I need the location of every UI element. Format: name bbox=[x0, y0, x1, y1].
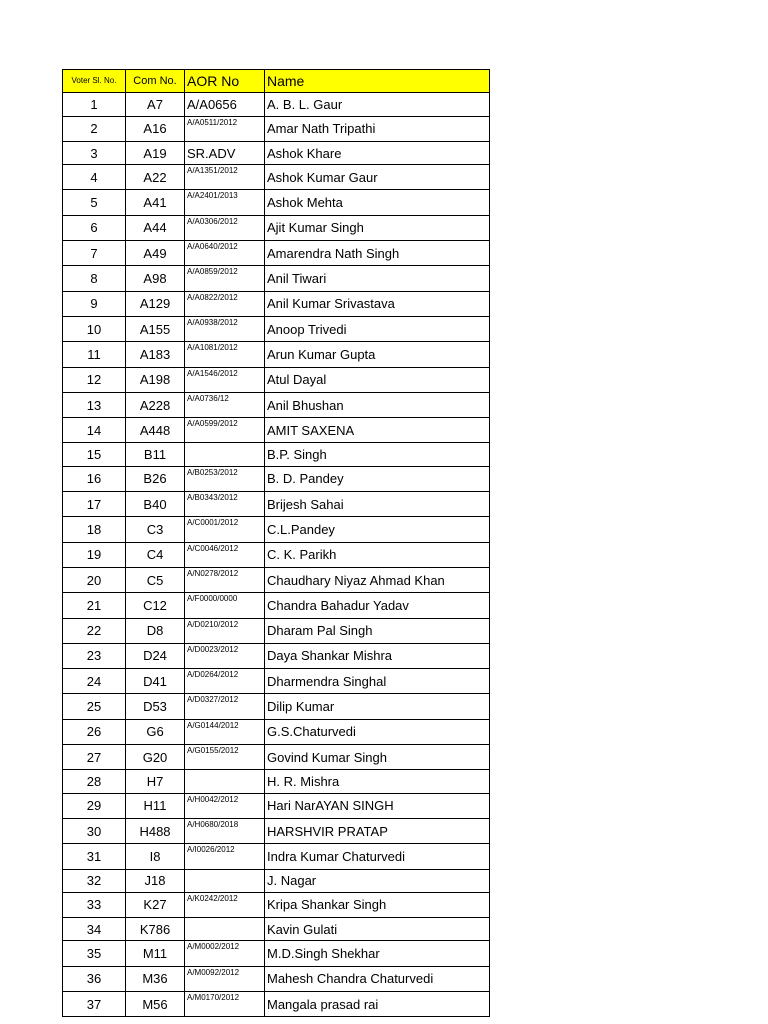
com-no-cell: A129 bbox=[126, 291, 185, 316]
voter-sl-no-cell: 12 bbox=[63, 367, 126, 392]
com-no-cell: D8 bbox=[126, 618, 185, 643]
table-body bbox=[63, 93, 490, 1017]
aor-no-cell: A/H0042/2012 bbox=[185, 793, 265, 818]
voter-sl-no-cell: 24 bbox=[63, 669, 126, 694]
voter-sl-no-cell: 14 bbox=[63, 418, 126, 443]
name-cell: Mahesh Chandra Chaturvedi bbox=[265, 966, 490, 991]
voter-sl-no-cell: 34 bbox=[63, 918, 126, 941]
table-row bbox=[63, 316, 490, 341]
table-row bbox=[63, 367, 490, 392]
aor-no-cell: A/D0023/2012 bbox=[185, 643, 265, 668]
header-voter-sl-no: Voter Sl. No. bbox=[63, 70, 126, 93]
aor-no-cell: A/K0242/2012 bbox=[185, 892, 265, 917]
com-no-cell: B11 bbox=[126, 443, 185, 466]
table-row bbox=[63, 392, 490, 417]
table-row bbox=[63, 593, 490, 618]
name-cell: Mangala prasad rai bbox=[265, 991, 490, 1016]
voter-sl-no-cell: 26 bbox=[63, 719, 126, 744]
voter-sl-no-cell: 7 bbox=[63, 241, 126, 266]
aor-no-cell bbox=[185, 869, 265, 892]
name-cell: HARSHVIR PRATAP bbox=[265, 818, 490, 843]
name-cell: Govind Kumar Singh bbox=[265, 745, 490, 770]
name-cell: AMIT SAXENA bbox=[265, 418, 490, 443]
aor-no-cell: A/A0640/2012 bbox=[185, 241, 265, 266]
aor-no-cell: A/C0001/2012 bbox=[185, 517, 265, 542]
voter-sl-no-cell: 18 bbox=[63, 517, 126, 542]
name-cell: Anoop Trivedi bbox=[265, 316, 490, 341]
name-cell: Atul Dayal bbox=[265, 367, 490, 392]
table-row bbox=[63, 719, 490, 744]
aor-no-cell: A/A1351/2012 bbox=[185, 165, 265, 190]
table-row bbox=[63, 291, 490, 316]
name-cell: H. R. Mishra bbox=[265, 770, 490, 793]
aor-no-cell: A/G0144/2012 bbox=[185, 719, 265, 744]
name-cell: Anil Bhushan bbox=[265, 392, 490, 417]
voter-sl-no-cell: 20 bbox=[63, 567, 126, 592]
com-no-cell: A19 bbox=[126, 141, 185, 164]
name-cell: Ashok Khare bbox=[265, 141, 490, 164]
voter-sl-no-cell: 11 bbox=[63, 342, 126, 367]
com-no-cell: C3 bbox=[126, 517, 185, 542]
com-no-cell: J18 bbox=[126, 869, 185, 892]
table-row bbox=[63, 892, 490, 917]
name-cell: Ashok Kumar Gaur bbox=[265, 165, 490, 190]
table-row bbox=[63, 941, 490, 966]
aor-no-cell: A/A2401/2013 bbox=[185, 190, 265, 215]
com-no-cell: B26 bbox=[126, 466, 185, 491]
table-header-row bbox=[63, 70, 490, 93]
name-cell: Dharam Pal Singh bbox=[265, 618, 490, 643]
name-cell: Daya Shankar Mishra bbox=[265, 643, 490, 668]
voter-sl-no-cell: 25 bbox=[63, 694, 126, 719]
com-no-cell: M56 bbox=[126, 991, 185, 1016]
voter-sl-no-cell: 23 bbox=[63, 643, 126, 668]
table-row bbox=[63, 466, 490, 491]
name-cell: Indra Kumar Chaturvedi bbox=[265, 844, 490, 869]
com-no-cell: A228 bbox=[126, 392, 185, 417]
com-no-cell: A44 bbox=[126, 215, 185, 240]
aor-no-cell: A/A1546/2012 bbox=[185, 367, 265, 392]
table-row bbox=[63, 141, 490, 164]
table-row bbox=[63, 93, 490, 116]
voter-list-table bbox=[62, 69, 490, 1017]
name-cell: Arun Kumar Gupta bbox=[265, 342, 490, 367]
name-cell: Chandra Bahadur Yadav bbox=[265, 593, 490, 618]
table-row bbox=[63, 215, 490, 240]
voter-sl-no-cell: 16 bbox=[63, 466, 126, 491]
voter-sl-no-cell: 10 bbox=[63, 316, 126, 341]
aor-no-cell: A/I0026/2012 bbox=[185, 844, 265, 869]
aor-no-cell: A/A0938/2012 bbox=[185, 316, 265, 341]
voter-sl-no-cell: 3 bbox=[63, 141, 126, 164]
name-cell: Ashok Mehta bbox=[265, 190, 490, 215]
voter-sl-no-cell: 15 bbox=[63, 443, 126, 466]
table-row bbox=[63, 542, 490, 567]
com-no-cell: C12 bbox=[126, 593, 185, 618]
table-row bbox=[63, 918, 490, 941]
name-cell: C.L.Pandey bbox=[265, 517, 490, 542]
name-cell: Ajit Kumar Singh bbox=[265, 215, 490, 240]
name-cell: G.S.Chaturvedi bbox=[265, 719, 490, 744]
table-row bbox=[63, 770, 490, 793]
aor-no-cell: A/A0859/2012 bbox=[185, 266, 265, 291]
name-cell: Amar Nath Tripathi bbox=[265, 116, 490, 141]
voter-sl-no-cell: 6 bbox=[63, 215, 126, 240]
header-com-no: Com No. bbox=[126, 70, 185, 93]
name-cell: Amarendra Nath Singh bbox=[265, 241, 490, 266]
com-no-cell: H488 bbox=[126, 818, 185, 843]
aor-no-cell bbox=[185, 443, 265, 466]
com-no-cell: C5 bbox=[126, 567, 185, 592]
name-cell: Anil Tiwari bbox=[265, 266, 490, 291]
name-cell: C. K. Parikh bbox=[265, 542, 490, 567]
name-cell: B.P. Singh bbox=[265, 443, 490, 466]
com-no-cell: A22 bbox=[126, 165, 185, 190]
com-no-cell: H7 bbox=[126, 770, 185, 793]
voter-sl-no-cell: 1 bbox=[63, 93, 126, 116]
table-row bbox=[63, 991, 490, 1016]
table-row bbox=[63, 342, 490, 367]
aor-no-cell: A/A0822/2012 bbox=[185, 291, 265, 316]
voter-sl-no-cell: 31 bbox=[63, 844, 126, 869]
com-no-cell: A41 bbox=[126, 190, 185, 215]
table-row bbox=[63, 190, 490, 215]
voter-sl-no-cell: 35 bbox=[63, 941, 126, 966]
voter-sl-no-cell: 37 bbox=[63, 991, 126, 1016]
aor-no-cell: A/M0170/2012 bbox=[185, 991, 265, 1016]
voter-sl-no-cell: 5 bbox=[63, 190, 126, 215]
com-no-cell: A198 bbox=[126, 367, 185, 392]
com-no-cell: B40 bbox=[126, 492, 185, 517]
voter-sl-no-cell: 30 bbox=[63, 818, 126, 843]
aor-no-cell: A/D0327/2012 bbox=[185, 694, 265, 719]
table-row bbox=[63, 694, 490, 719]
aor-no-cell: A/F0000/0000 bbox=[185, 593, 265, 618]
table-row bbox=[63, 241, 490, 266]
com-no-cell: G6 bbox=[126, 719, 185, 744]
name-cell: Dilip Kumar bbox=[265, 694, 490, 719]
voter-sl-no-cell: 9 bbox=[63, 291, 126, 316]
voter-sl-no-cell: 32 bbox=[63, 869, 126, 892]
table-row bbox=[63, 492, 490, 517]
table-row bbox=[63, 745, 490, 770]
com-no-cell: M11 bbox=[126, 941, 185, 966]
name-cell: Anil Kumar Srivastava bbox=[265, 291, 490, 316]
voter-sl-no-cell: 33 bbox=[63, 892, 126, 917]
com-no-cell: A98 bbox=[126, 266, 185, 291]
com-no-cell: H11 bbox=[126, 793, 185, 818]
table-row bbox=[63, 165, 490, 190]
table-row bbox=[63, 793, 490, 818]
name-cell: J. Nagar bbox=[265, 869, 490, 892]
name-cell: M.D.Singh Shekhar bbox=[265, 941, 490, 966]
name-cell: Kripa Shankar Singh bbox=[265, 892, 490, 917]
com-no-cell: A7 bbox=[126, 93, 185, 116]
voter-sl-no-cell: 4 bbox=[63, 165, 126, 190]
aor-no-cell: A/B0253/2012 bbox=[185, 466, 265, 491]
voter-sl-no-cell: 29 bbox=[63, 793, 126, 818]
com-no-cell: A16 bbox=[126, 116, 185, 141]
aor-no-cell: A/D0210/2012 bbox=[185, 618, 265, 643]
table-row bbox=[63, 116, 490, 141]
com-no-cell: D53 bbox=[126, 694, 185, 719]
aor-no-cell bbox=[185, 770, 265, 793]
voter-sl-no-cell: 17 bbox=[63, 492, 126, 517]
table-row bbox=[63, 266, 490, 291]
name-cell: B. D. Pandey bbox=[265, 466, 490, 491]
aor-no-cell: A/A0599/2012 bbox=[185, 418, 265, 443]
voter-sl-no-cell: 2 bbox=[63, 116, 126, 141]
name-cell: Hari NarAYAN SINGH bbox=[265, 793, 490, 818]
table-row bbox=[63, 818, 490, 843]
name-cell: Dharmendra Singhal bbox=[265, 669, 490, 694]
aor-no-cell: A/G0155/2012 bbox=[185, 745, 265, 770]
table-row bbox=[63, 517, 490, 542]
com-no-cell: A49 bbox=[126, 241, 185, 266]
voter-sl-no-cell: 21 bbox=[63, 593, 126, 618]
voter-sl-no-cell: 8 bbox=[63, 266, 126, 291]
aor-no-cell: A/A0511/2012 bbox=[185, 116, 265, 141]
com-no-cell: A448 bbox=[126, 418, 185, 443]
com-no-cell: A155 bbox=[126, 316, 185, 341]
com-no-cell: K27 bbox=[126, 892, 185, 917]
aor-no-cell: A/A1081/2012 bbox=[185, 342, 265, 367]
name-cell: Kavin Gulati bbox=[265, 918, 490, 941]
com-no-cell: M36 bbox=[126, 966, 185, 991]
com-no-cell: G20 bbox=[126, 745, 185, 770]
com-no-cell: C4 bbox=[126, 542, 185, 567]
header-name: Name bbox=[265, 70, 490, 93]
aor-no-cell: A/A0736/12 bbox=[185, 392, 265, 417]
aor-no-cell: A/M0092/2012 bbox=[185, 966, 265, 991]
table-row bbox=[63, 418, 490, 443]
aor-no-cell: A/M0002/2012 bbox=[185, 941, 265, 966]
voter-sl-no-cell: 13 bbox=[63, 392, 126, 417]
table-row bbox=[63, 643, 490, 668]
voter-sl-no-cell: 27 bbox=[63, 745, 126, 770]
aor-no-cell: SR.ADV bbox=[185, 141, 265, 164]
voter-sl-no-cell: 28 bbox=[63, 770, 126, 793]
com-no-cell: D24 bbox=[126, 643, 185, 668]
com-no-cell: D41 bbox=[126, 669, 185, 694]
table-row bbox=[63, 443, 490, 466]
name-cell: Brijesh Sahai bbox=[265, 492, 490, 517]
name-cell: Chaudhary Niyaz Ahmad Khan bbox=[265, 567, 490, 592]
aor-no-cell: A/N0278/2012 bbox=[185, 567, 265, 592]
table-row bbox=[63, 869, 490, 892]
voter-sl-no-cell: 36 bbox=[63, 966, 126, 991]
table-row bbox=[63, 669, 490, 694]
aor-no-cell: A/C0046/2012 bbox=[185, 542, 265, 567]
aor-no-cell: A/D0264/2012 bbox=[185, 669, 265, 694]
table-row bbox=[63, 966, 490, 991]
aor-no-cell: A/A0306/2012 bbox=[185, 215, 265, 240]
aor-no-cell: A/B0343/2012 bbox=[185, 492, 265, 517]
voter-sl-no-cell: 22 bbox=[63, 618, 126, 643]
table-row bbox=[63, 618, 490, 643]
com-no-cell: K786 bbox=[126, 918, 185, 941]
com-no-cell: I8 bbox=[126, 844, 185, 869]
aor-no-cell: A/A0656 bbox=[185, 93, 265, 116]
voter-sl-no-cell: 19 bbox=[63, 542, 126, 567]
header-aor-no: AOR No bbox=[185, 70, 265, 93]
table-row bbox=[63, 567, 490, 592]
aor-no-cell: A/H0680/2018 bbox=[185, 818, 265, 843]
com-no-cell: A183 bbox=[126, 342, 185, 367]
name-cell: A. B. L. Gaur bbox=[265, 93, 490, 116]
aor-no-cell bbox=[185, 918, 265, 941]
table-row bbox=[63, 844, 490, 869]
